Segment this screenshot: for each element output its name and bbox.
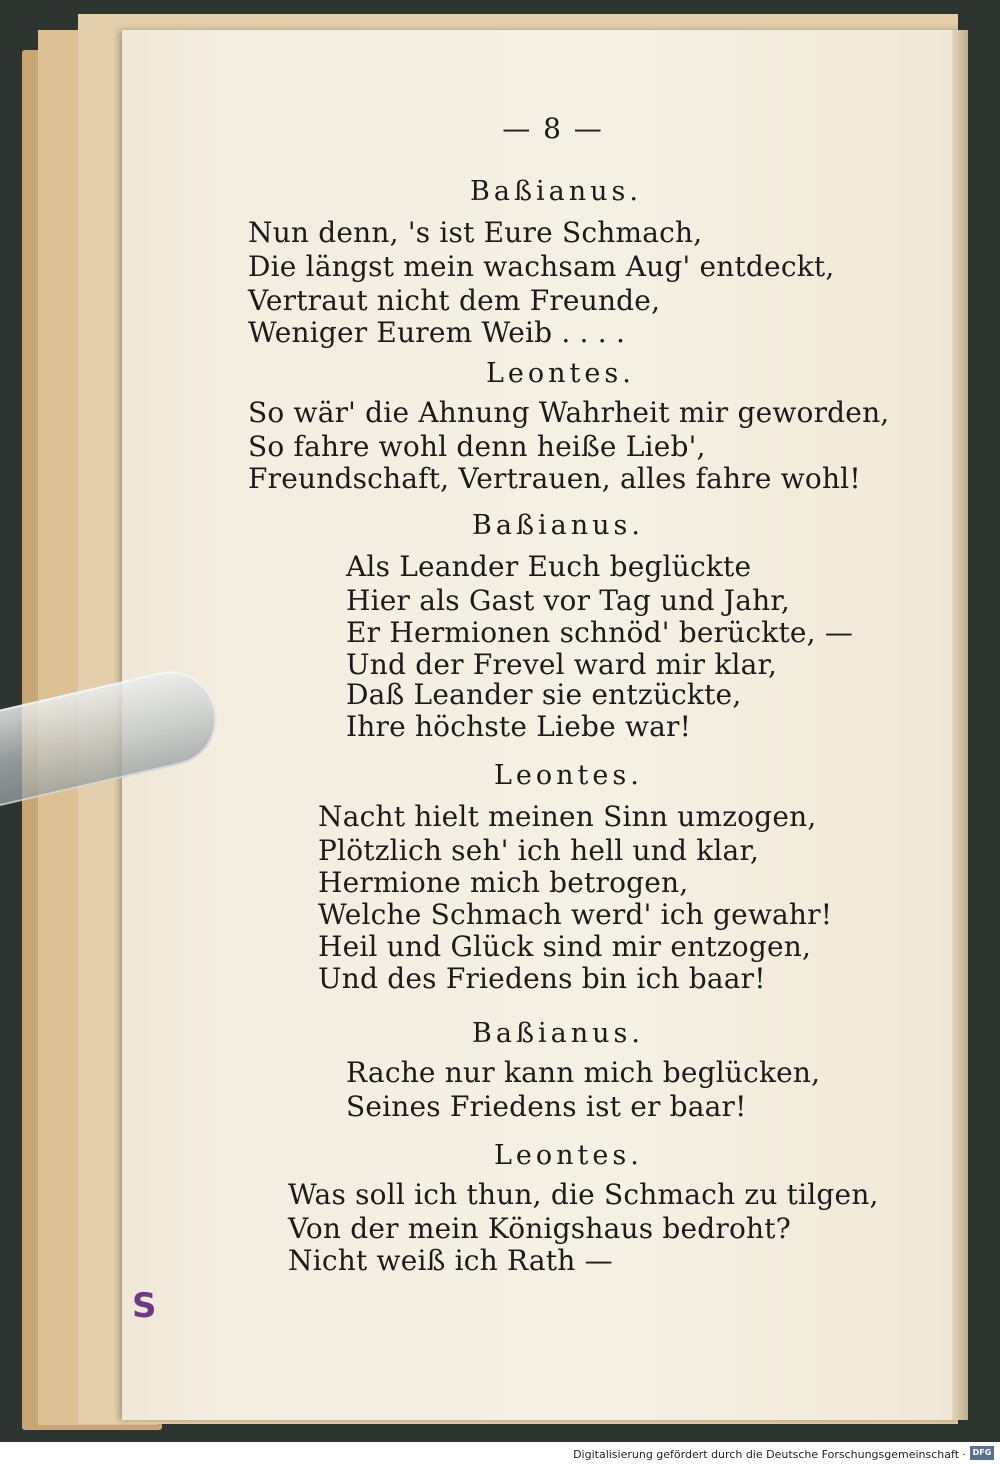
library-stamp-fragment: S bbox=[132, 1286, 157, 1326]
verse-line: Hier als Gast vor Tag und Jahr, bbox=[346, 584, 790, 617]
speaker-heading: Leontes. bbox=[494, 760, 643, 791]
verse-line: Die längst mein wachsam Aug' entdeckt, bbox=[248, 250, 835, 283]
verse-line: Nicht weiß ich Rath — bbox=[288, 1244, 613, 1277]
verse-line: Weniger Eurem Weib . . . . bbox=[248, 316, 626, 349]
verse-line: Er Hermionen schnöd' berückte, — bbox=[346, 616, 854, 649]
speaker-heading: Baßianus. bbox=[472, 1018, 644, 1049]
dfg-logo-icon: DFG bbox=[970, 1446, 994, 1460]
page-edge bbox=[952, 30, 968, 1420]
verse-line: Als Leander Euch beglückte bbox=[346, 550, 752, 583]
verse-line: Und des Friedens bin ich baar! bbox=[318, 962, 766, 995]
footer-credit: Digitalisierung gefördert durch die Deutsche Forschungsgemeinschaft · bbox=[573, 1448, 966, 1461]
verse-line: Daß Leander sie entzückte, bbox=[346, 678, 742, 711]
verse-line: Vertraut nicht dem Freunde, bbox=[248, 284, 661, 317]
speaker-heading: Baßianus. bbox=[470, 176, 642, 207]
verse-line: Welche Schmach werd' ich gewahr! bbox=[318, 898, 833, 931]
verse-line: Freundschaft, Vertrauen, alles fahre wohl! bbox=[248, 462, 861, 495]
verse-line: Ihre höchste Liebe war! bbox=[346, 710, 692, 743]
verse-line: So fahre wohl denn heiße Lieb', bbox=[248, 430, 706, 463]
verse-line: Und der Frevel ward mir klar, bbox=[346, 648, 778, 681]
verse-line: Von der mein Königshaus bedroht? bbox=[288, 1212, 791, 1245]
verse-line: Seines Friedens ist er baar! bbox=[346, 1090, 747, 1123]
verse-line: Hermione mich betrogen, bbox=[318, 866, 689, 899]
speaker-heading: Baßianus. bbox=[472, 510, 644, 541]
speaker-heading: Leontes. bbox=[486, 358, 635, 389]
verse-line: Heil und Glück sind mir entzogen, bbox=[318, 930, 812, 963]
digitization-footer bbox=[0, 1442, 1000, 1464]
verse-line: Plötzlich seh' ich hell und klar, bbox=[318, 834, 760, 867]
verse-line: Nun denn, 's ist Eure Schmach, bbox=[248, 216, 703, 249]
verse-line: Was soll ich thun, die Schmach zu tilgen, bbox=[288, 1178, 879, 1211]
verse-line: Rache nur kann mich beglücken, bbox=[346, 1056, 821, 1089]
verse-line: Nacht hielt meinen Sinn umzogen, bbox=[318, 800, 817, 833]
page-number: — 8 — bbox=[502, 112, 604, 145]
verse-line: So wär' die Ahnung Wahrheit mir geworden, bbox=[248, 396, 890, 429]
speaker-heading: Leontes. bbox=[494, 1140, 643, 1171]
